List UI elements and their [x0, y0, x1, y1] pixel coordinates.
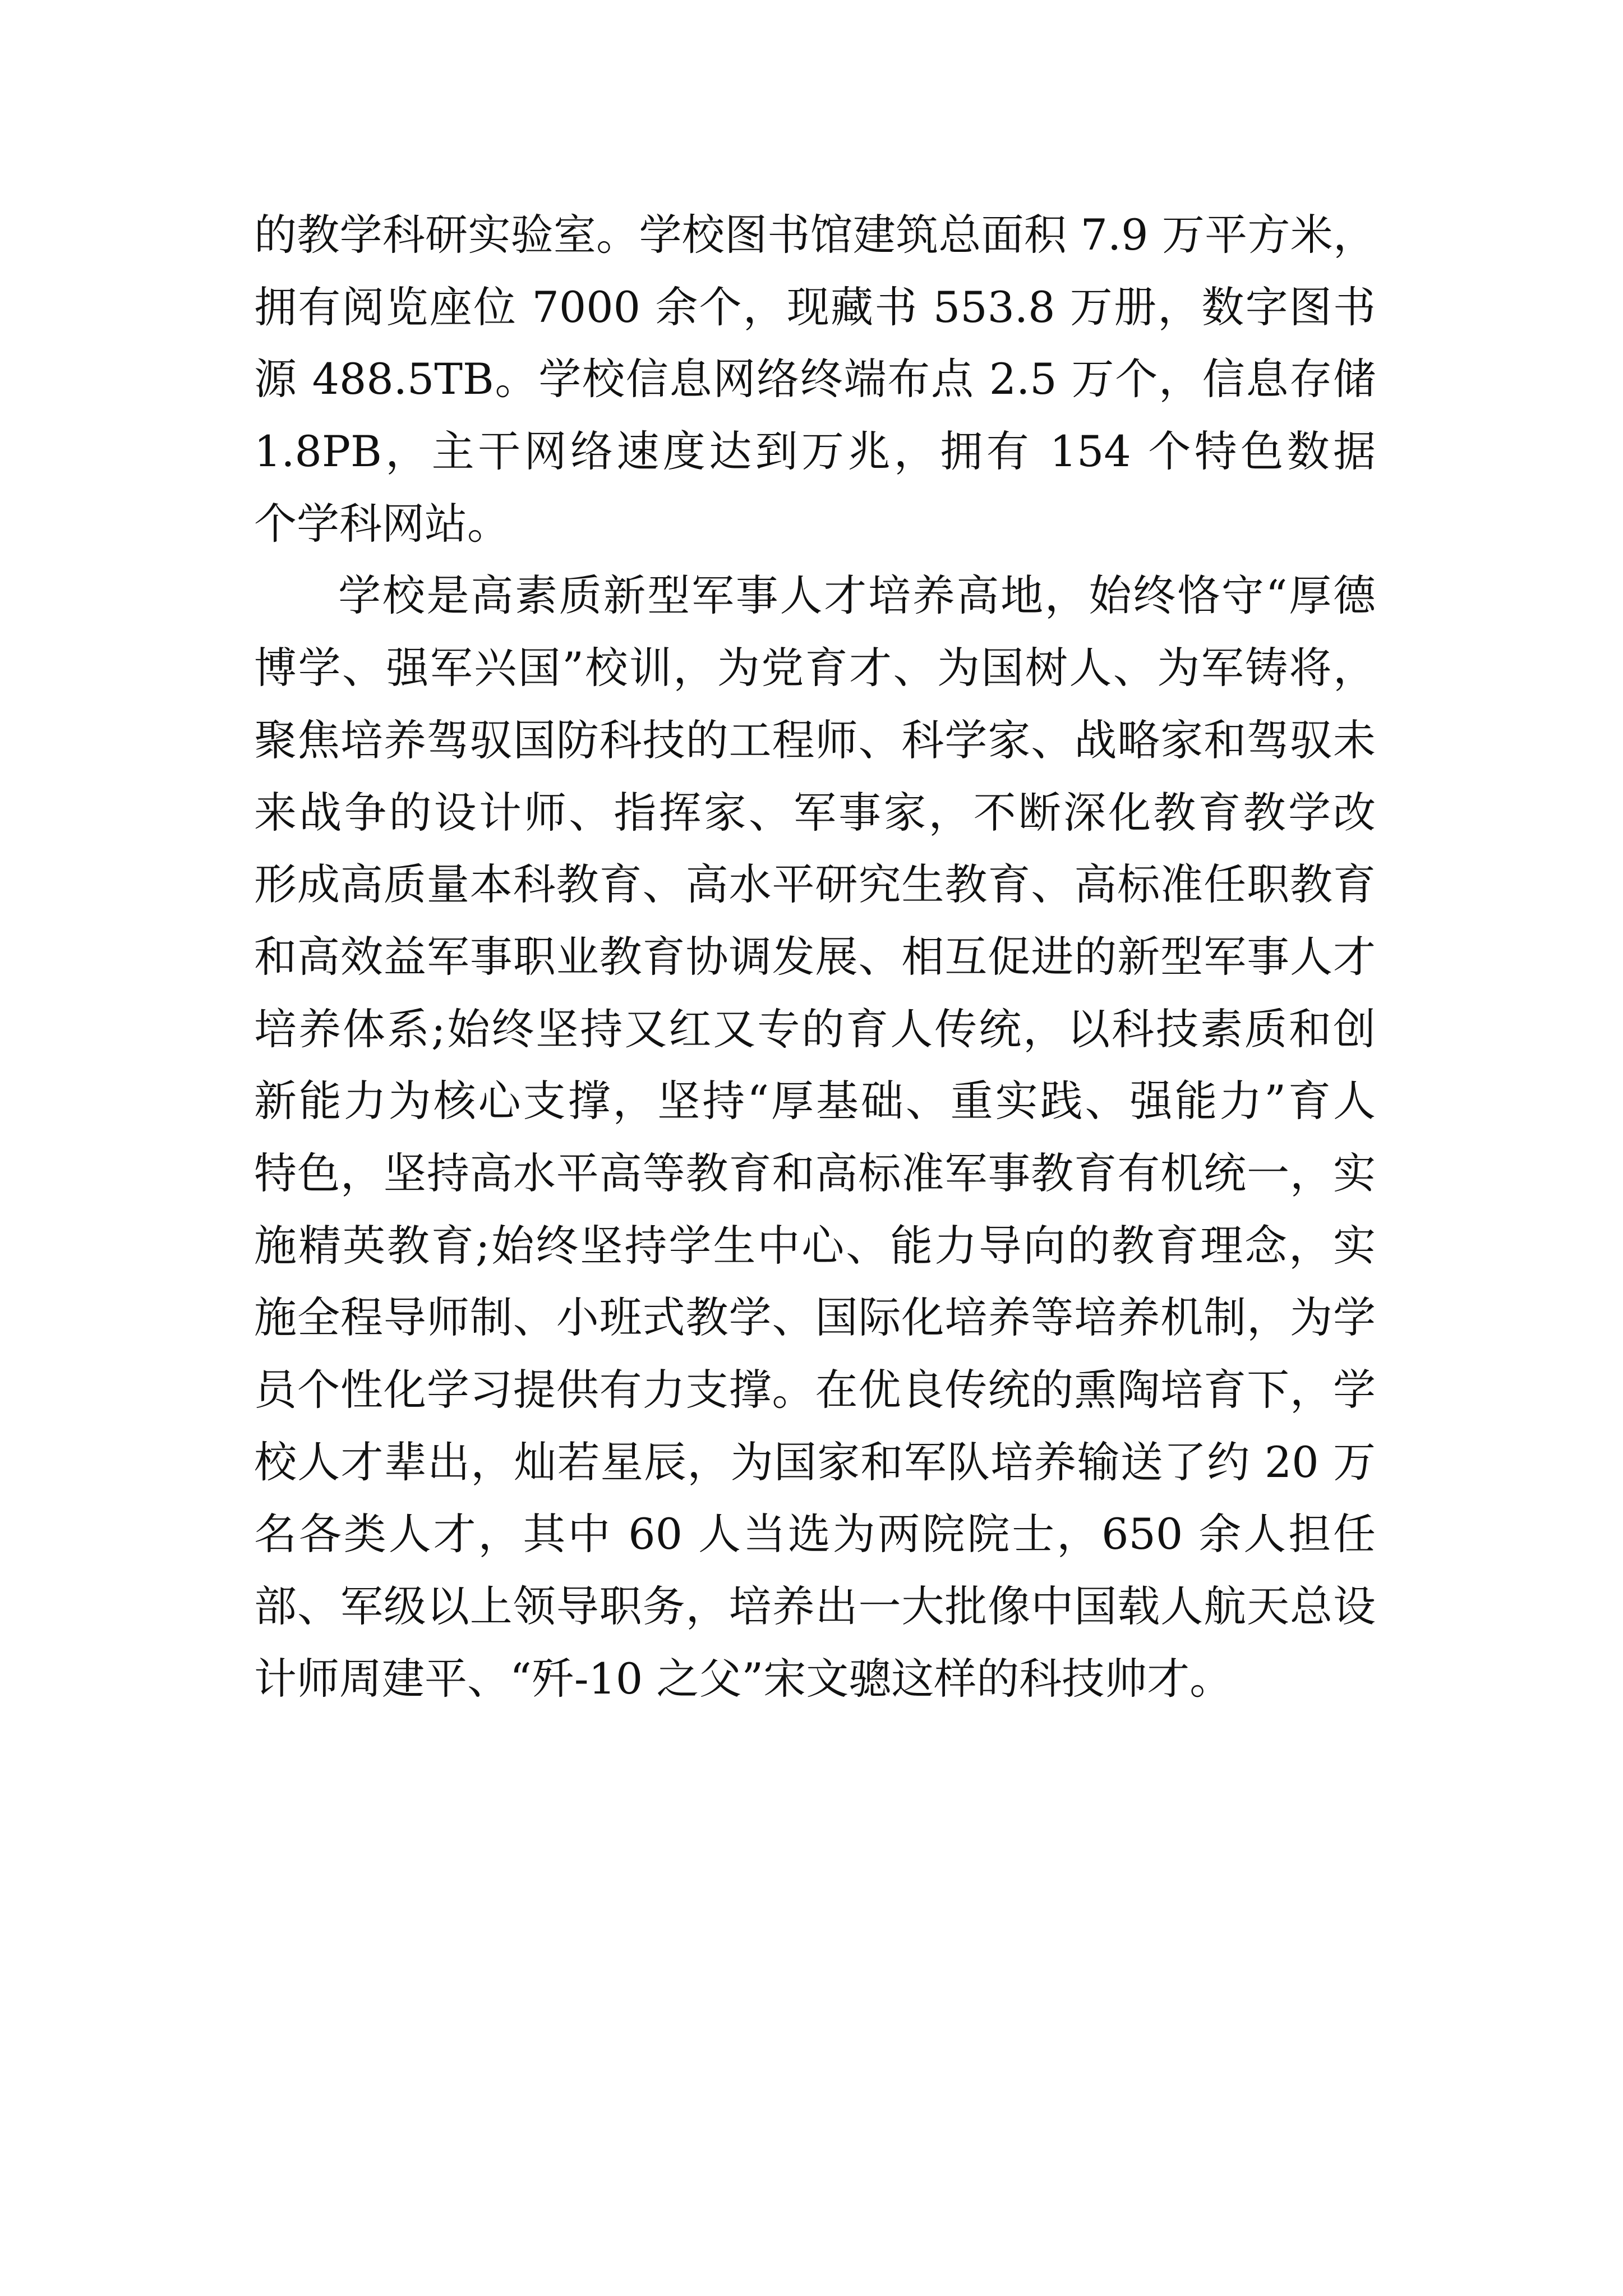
text-line: 形成高质量本科教育、高水平研究生教育、高标准任职教育	[254, 859, 1376, 910]
text-line: 培养体系;始终坚持又红又专的育人传统，以科技素质和创	[254, 1004, 1376, 1054]
text-line: 来战争的设计师、指挥家、军事家，不断深化教育教学改	[254, 787, 1376, 838]
text-line: 个学科网站。	[254, 498, 510, 549]
text-line: 拥有阅览座位 7000 余个，现藏书 553.8 万册，数字图书	[254, 282, 1376, 332]
text-line: 计师周建平、“歼-10 之父”宋文骢这样的科技帅才。	[254, 1653, 1233, 1704]
text-line: 员个性化学习提供有力支撑。在优良传统的熏陶培育下，学	[254, 1365, 1376, 1415]
text-line: 施全程导师制、小班式教学、国际化培养等培养机制，为学	[254, 1292, 1376, 1343]
text-line: 校人才辈出，灿若星辰，为国家和军队培养输送了约 20 万	[254, 1437, 1376, 1487]
text-line: 名各类人才，其中 60 人当选为两院院士，650 余人担任	[254, 1509, 1376, 1559]
text-line: 特色，坚持高水平高等教育和高标准军事教育有机统一，实	[254, 1148, 1376, 1198]
text-line: 的教学科研实验室。学校图书馆建筑总面积 7.9 万平方米，	[254, 210, 1376, 260]
text-line: 施精英教育;始终坚持学生中心、能力导向的教育理念，实	[254, 1220, 1376, 1271]
text-line: 聚焦培养驾驭国防科技的工程师、科学家、战略家和驾驭未	[254, 715, 1376, 765]
text-line: 源 488.5TB。学校信息网络终端布点 2.5 万个，信息存储	[254, 354, 1376, 404]
paragraph-first-line: 学校是高素质新型军事人才培养高地，始终恪守“厚德	[338, 570, 1376, 621]
text-line: 博学、强军兴国”校训，为党育才、为国树人、为军铸将，	[254, 643, 1376, 693]
text-line: 部、军级以上领导职务，培养出一大批像中国载人航天总设	[254, 1581, 1376, 1632]
text-line: 1.8PB，主干网络速度达到万兆，拥有 154 个特色数据	[254, 426, 1376, 477]
body-text	[254, 199, 1376, 1715]
text-line: 和高效益军事职业教育协调发展、相互促进的新型军事人才	[254, 931, 1376, 982]
text-line: 新能力为核心支撑，坚持“厚基础、重实践、强能力”育人	[254, 1076, 1376, 1126]
